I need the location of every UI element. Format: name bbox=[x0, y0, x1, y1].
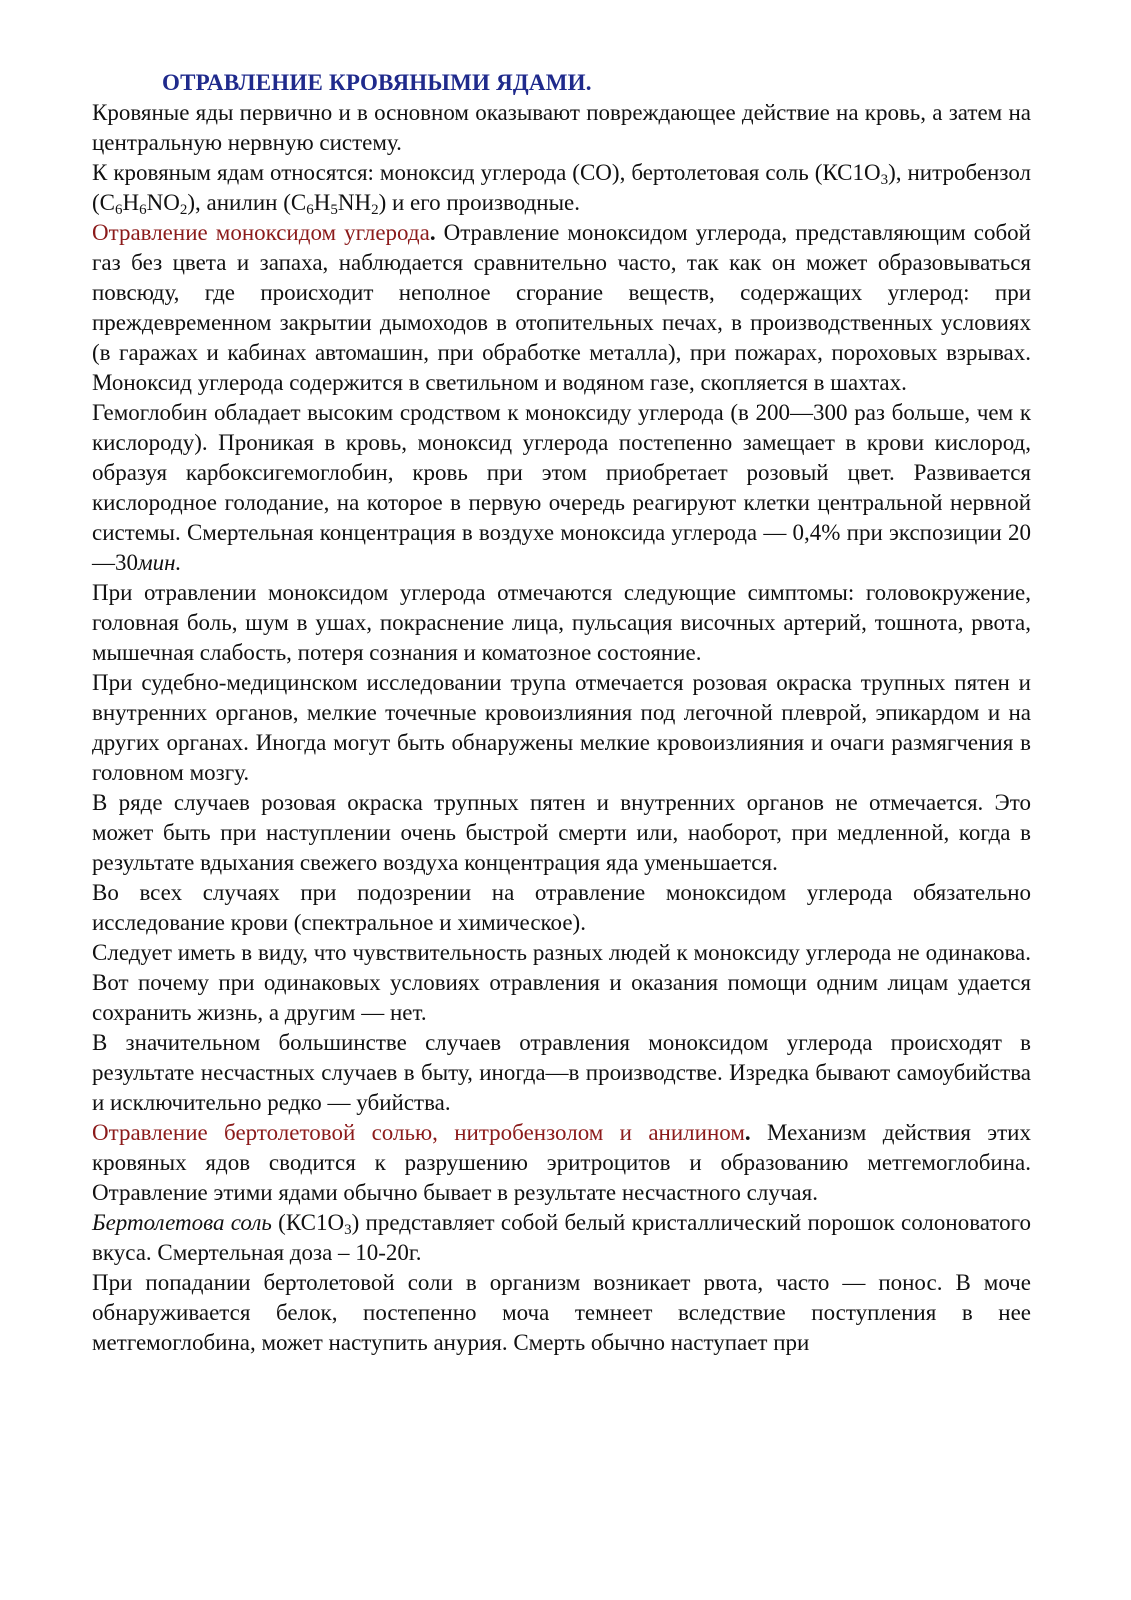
text-fragment: ), нитробензол (С bbox=[92, 160, 1031, 215]
subscript: 5 bbox=[330, 202, 338, 218]
subscript: 6 bbox=[115, 202, 123, 218]
paragraph-exceptions: В ряде случаев розовая окраска трупных пятен и внутренних органов не отмечается. Это может быть при наступлении очень быстрой смерти или, наоборот, при медленной, когда в результате вдыхания свежего воздуха концентрация яда уменьшается. bbox=[92, 790, 1031, 875]
paragraph-bertholet-effects: При попадании бертолетовой соли в организм возникает рвота, часто — понос. В моче обнаруживается белок, постепенно моча темнеет вследствие поступления в нее метгемоглобина, может наступить анурия. Смерть обычно наступает при bbox=[92, 1270, 1031, 1355]
term-bertholet-salt: Бертолетова соль bbox=[92, 1210, 272, 1235]
text-fragment: Н bbox=[122, 190, 140, 215]
paragraph-symptoms: При отравлении моноксидом углерода отмечаются следующие симптомы: головокружение, головная боль, шум в ушах, покраснение лица, пульсация височных артерий, тошнота, рвота, мышечная слабость, потеря сознания и коматозное состояние. bbox=[92, 580, 1031, 665]
section-heading-bertholet: Отравление бертолетовой солью, нитробензолом и анилином bbox=[92, 1120, 745, 1145]
document-body bbox=[92, 68, 1031, 1358]
paragraph-text: Гемоглобин обладает высоким сродством к моноксиду углерода (в 200—300 раз больше, чем к кислороду). Проникая в кровь, моноксид углерода постепенно замещает в крови кислород, образуя карбоксигемоглобин, кровь при этом приобретает розовый цвет. Развивается кислородное голодание, на которое в первую очередь реагируют клетки центральной нервной системы. Смертельная концентрация в воздухе моноксида углерода — 0,4% при экспозиции 20—30 bbox=[92, 400, 1031, 575]
text-fragment: NH bbox=[337, 190, 372, 215]
subscript: 6 bbox=[306, 202, 314, 218]
section-heading-co: Отравление моноксидом углерода bbox=[92, 220, 430, 245]
heading-dot: . bbox=[429, 220, 436, 245]
subscript: 3 bbox=[344, 1222, 352, 1238]
paragraph-bertholet-poisoning bbox=[92, 1118, 1031, 1208]
subscript: 2 bbox=[371, 202, 379, 218]
paragraph-poison-list bbox=[92, 158, 1031, 218]
subscript: 6 bbox=[139, 202, 147, 218]
unit-minutes: мин. bbox=[138, 550, 182, 575]
paragraph-blood-test: Во всех случаях при подозрении на отравление моноксидом углерода обязательно исследование крови (спектральное и химическое). bbox=[92, 880, 1031, 935]
paragraph-intro: Кровяные яды первично и в основном оказывают повреждающее действие на кровь, а затем на центральную нервную систему. bbox=[92, 100, 1031, 155]
paragraph-hemoglobin bbox=[92, 398, 1031, 578]
text-fragment: ) представляет собой белый кристаллический порошок солоноватого вкуса. Смертельная доза – 10-20г. bbox=[92, 1210, 1031, 1265]
subscript: 2 bbox=[179, 202, 188, 218]
paragraph-cases: В значительном большинстве случаев отравления моноксидом углерода происходят в результате несчастных случаев в быту, иногда—в производстве. Изредка бывают самоубийства и исключительно редко — убийства. bbox=[92, 1030, 1031, 1115]
paragraph-bertholet-salt bbox=[92, 1208, 1031, 1268]
paragraph-text: Отравление моноксидом углерода, представляющим собой газ без цвета и запаха, наблюдается сравнительно часто, так как он может образовываться повсюду, где происходит неполное сгорание веществ, содержащих углерод: при преждевременном закрытии дымоходов в отопительных печах, в производственных условиях (в гаражах и кабинах автомашин, при обработке металла), при пожарах, пороховых взрывах. Моноксид углерода содержится в светильном и водяном газе, скопляется в шахтах. bbox=[92, 220, 1031, 395]
subscript: 3 bbox=[880, 172, 889, 188]
text-fragment: (КС1О bbox=[271, 1210, 345, 1235]
document-title: ОТРАВЛЕНИЕ КРОВЯНЫМИ ЯДАМИ. bbox=[162, 70, 592, 95]
text-fragment: К кровяным ядам относятся: моноксид углерода (СО), бертолетовая соль (КС1О bbox=[92, 160, 881, 185]
heading-dot: . bbox=[744, 1120, 751, 1145]
paragraph-autopsy: При судебно-медицинском исследовании трупа отмечается розовая окраска трупных пятен и внутренних органов, мелкие точечные кровоизлияния под легочной плеврой, эпикардом и на других органах. Иногда могут быть обнаружены мелкие кровоизлияния и очаги размягчения в головном мозгу. bbox=[92, 670, 1031, 785]
text-fragment: Н bbox=[313, 190, 331, 215]
text-fragment: ), анилин (С bbox=[187, 190, 307, 215]
text-fragment: ) и его производные. bbox=[378, 190, 581, 215]
paragraph-co-poisoning bbox=[92, 218, 1031, 398]
paragraph-sensitivity: Следует иметь в виду, что чувствительность разных людей к моноксиду углерода не одинакова. Вот почему при одинаковых условиях отравления и оказания помощи одним лицам удается сохранить жизнь, а другим — нет. bbox=[92, 940, 1031, 1025]
paragraph-text: Механизм действия этих кровяных ядов сводится к разрушению эритроцитов и образованию метгемоглобина. Отравление этими ядами обычно бывает в результате несчастного случая. bbox=[92, 1120, 1031, 1205]
text-fragment: NO bbox=[146, 190, 180, 215]
